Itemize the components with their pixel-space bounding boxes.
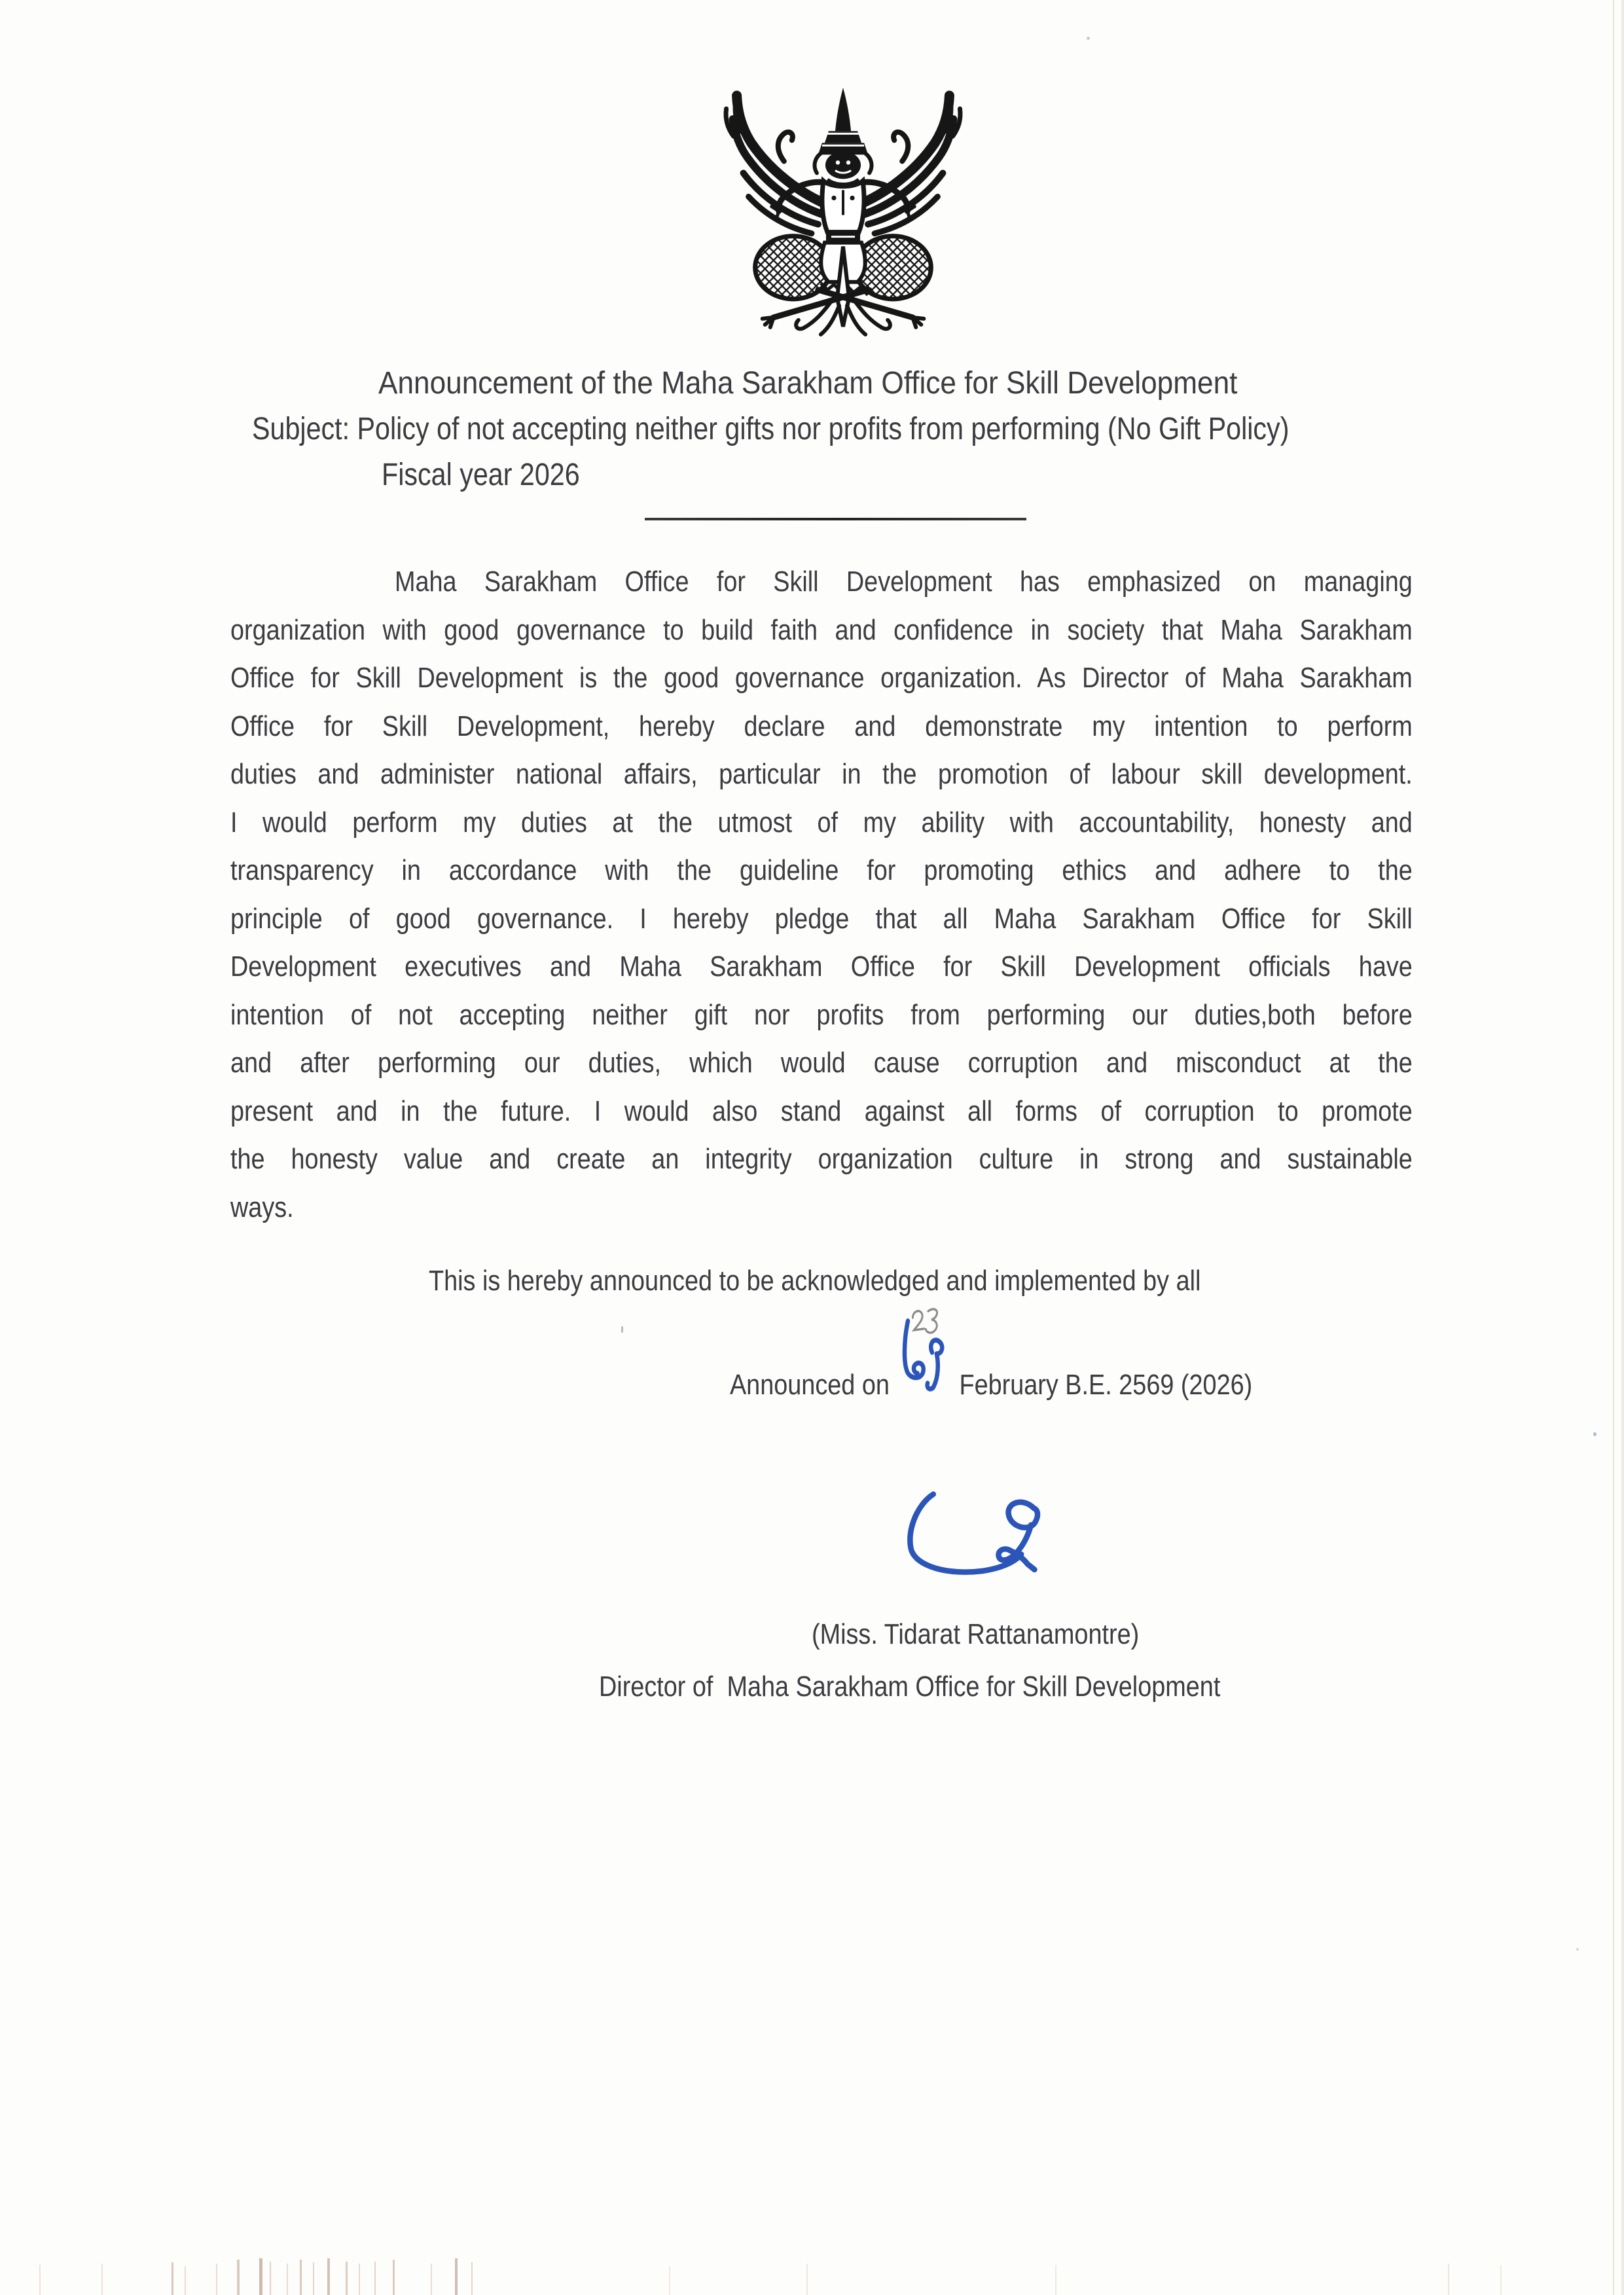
- title-divider-line: [645, 518, 1026, 520]
- scan-streak: [669, 2266, 670, 2295]
- announced-prefix: Announced on: [729, 1369, 890, 1401]
- body-line: I would perform my duties at the utmost of my ability with accountability, honesty and: [230, 806, 1413, 839]
- body-line: Development executives and Maha Sarakham Office for Skill Development officials have: [230, 950, 1413, 983]
- scan-streak: [374, 2262, 376, 2295]
- body-line: the honesty value and create an integrity organization culture in strong and sustainable: [230, 1143, 1413, 1175]
- scan-speck: [1087, 37, 1090, 40]
- scan-streak: [101, 2264, 103, 2295]
- scan-streak: [237, 2260, 240, 2295]
- scan-speck: [621, 1326, 623, 1333]
- title-line-fiscal-year: Fiscal year 2026: [382, 458, 580, 492]
- director-signature: [895, 1487, 1059, 1592]
- scan-streak: [270, 2262, 271, 2295]
- scan-speck: [1576, 1948, 1579, 1951]
- scan-streak: [806, 2264, 808, 2295]
- scan-streak: [359, 2264, 360, 2295]
- scan-streak: [39, 2265, 41, 2295]
- scan-streak: [1500, 2265, 1502, 2295]
- scan-edge-line: [1613, 0, 1614, 2295]
- body-line: transparency in accordance with the guideline for promoting ethics and adhere to the: [230, 854, 1413, 886]
- body-line: Office for Skill Development is the good governance organization. As Director of Maha Sarakham: [230, 662, 1413, 694]
- scan-streak: [216, 2264, 217, 2295]
- scan-streak: [1055, 2265, 1056, 2295]
- scan-streak: [393, 2260, 395, 2295]
- announced-date-line: [704, 1320, 1252, 1434]
- body-line: duties and administer national affairs, particular in the promotion of labour skill development.: [230, 758, 1413, 790]
- closing-statement-line: This is hereby announced to be acknowledged and implemented by all: [429, 1265, 1201, 1297]
- body-paragraph: [230, 558, 1413, 1231]
- scan-streak: [300, 2260, 302, 2295]
- body-line: ways.: [230, 1191, 294, 1223]
- scan-streak: [471, 2262, 473, 2295]
- announced-suffix: February B.E. 2569 (2026): [959, 1369, 1253, 1401]
- signer-name: (Miss. Tidarat Rattanamontre): [812, 1618, 1140, 1650]
- thai-garuda-emblem: [704, 81, 982, 340]
- scan-edge-line: [1621, 0, 1624, 2295]
- scan-streak: [346, 2262, 348, 2295]
- signer-title: Director of Maha Sarakham Office for Skill Development: [599, 1671, 1221, 1703]
- body-line: organization with good governance to build faith and confidence in society that Maha Sarakham: [230, 613, 1413, 646]
- scan-streak: [313, 2262, 314, 2295]
- title-line-announcement: Announcement of the Maha Sarakham Office for Skill Development: [378, 366, 1238, 401]
- scan-streak: [455, 2258, 458, 2295]
- scan-streak: [1448, 2264, 1449, 2295]
- body-line: Office for Skill Development, hereby declare and demonstrate my intention to perform: [230, 710, 1413, 742]
- body-line: Maha Sarakham Office for Skill Development has emphasized on managing: [394, 566, 1413, 598]
- handwritten-date-ink: [894, 1301, 955, 1396]
- garuda-illustration: [704, 81, 982, 340]
- title-line-subject: Subject: Policy of not accepting neither gifts nor profits from performing (No Gift Policy): [252, 412, 1290, 446]
- scan-streak: [287, 2264, 288, 2295]
- scan-speck: [1593, 1432, 1597, 1436]
- scan-streak: [431, 2264, 432, 2295]
- scan-streak: [327, 2258, 330, 2295]
- body-line: and after performing our duties, which would cause corruption and misconduct at the: [230, 1047, 1413, 1079]
- signature-ink: [895, 1487, 1059, 1592]
- scan-streak: [259, 2258, 262, 2295]
- body-line: principle of good governance. I hereby pledge that all Maha Sarakham Office for Skill: [230, 902, 1413, 935]
- scan-streak: [185, 2266, 186, 2295]
- body-line: intention of not accepting neither gift nor profits from performing our duties,both before: [230, 998, 1413, 1031]
- body-line: present and in the future. I would also stand against all forms of corruption to promote: [230, 1094, 1413, 1127]
- scan-streak: [171, 2262, 173, 2295]
- handwritten-date: [894, 1352, 955, 1394]
